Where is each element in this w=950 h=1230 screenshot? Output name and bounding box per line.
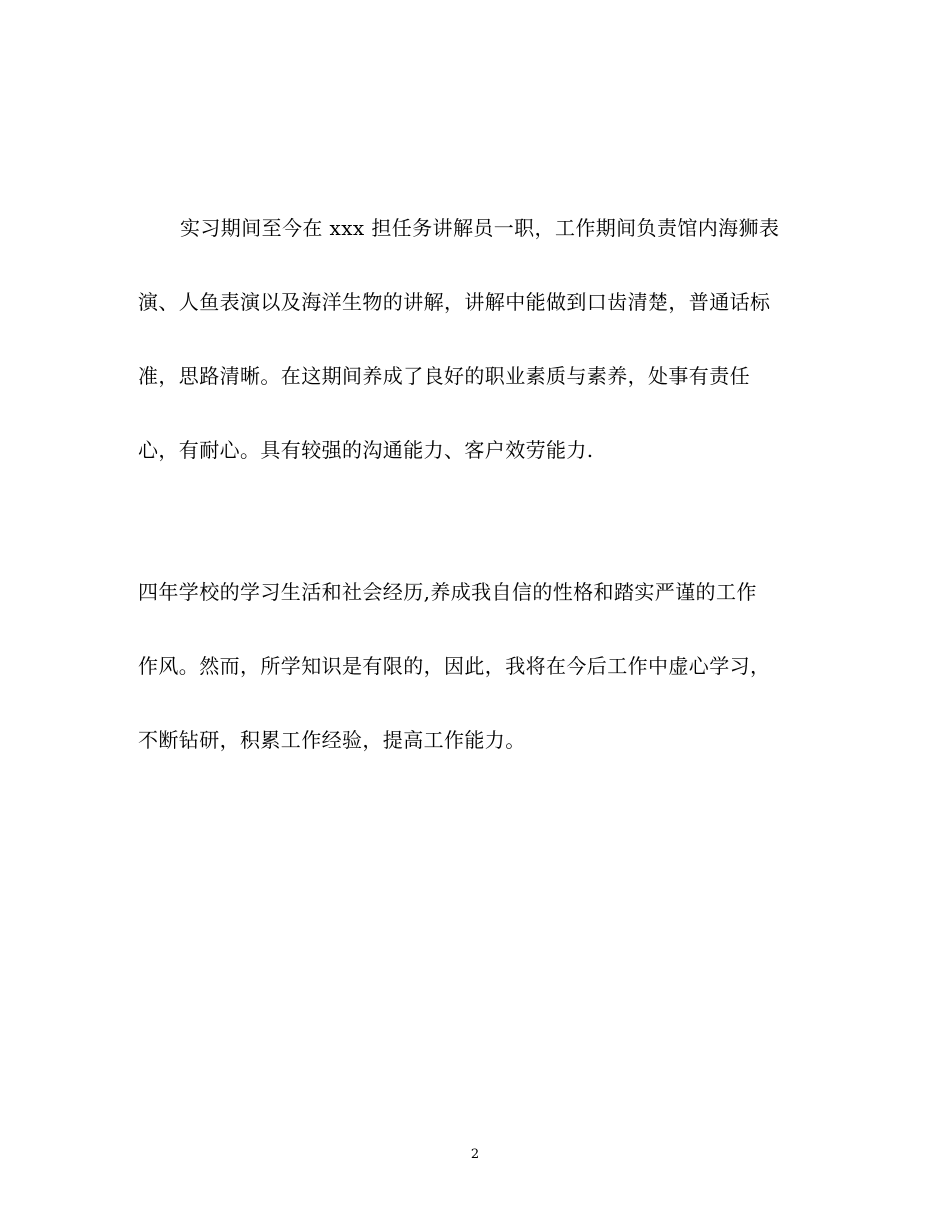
paragraph-1-line-3: 准，思路清晰。在这期间养成了良好的职业素质与素养，处事有责任 bbox=[138, 364, 750, 388]
paragraph-2-line-1: 四年学校的学习生活和社会经历,养成我自信的性格和踏实严谨的工作 bbox=[138, 580, 757, 604]
paragraph-1-line-4: 心，有耐心。具有较强的沟通能力、客户效劳能力. bbox=[138, 438, 594, 462]
paragraph-2-line-3: 不断钻研，积累工作经验，提高工作能力。 bbox=[138, 728, 526, 752]
paragraph-1-line-1: 实习期间至今在 xxx 担任务讲解员一职，工作期间负责馆内海狮表 bbox=[180, 216, 780, 240]
paragraph-2-line-2: 作风。然而，所学知识是有限的，因此，我将在今后工作中虚心学习， bbox=[138, 654, 771, 678]
page-number: 2 bbox=[470, 1147, 480, 1162]
paragraph-1-line-2: 演、人鱼表演以及海洋生物的讲解，讲解中能做到口齿清楚，普通话标 bbox=[138, 290, 771, 314]
